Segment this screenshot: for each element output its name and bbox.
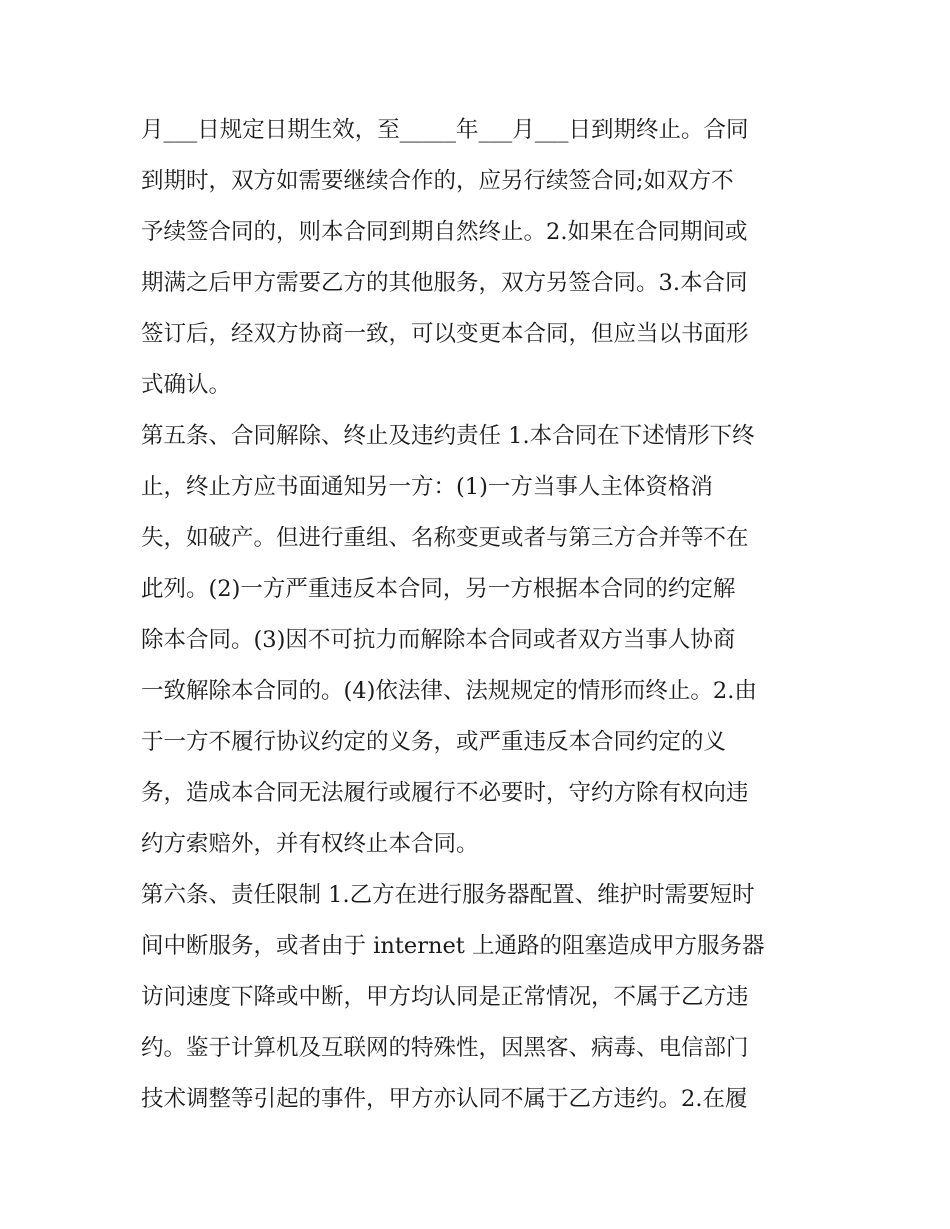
text-line: 予续签合同的，则本合同到期自然终止。2.如果在合同期间或 [141,219,748,245]
text-line: 访问速度下降或中断，甲方均认同是正常情况，不属于乙方违 [141,984,749,1010]
text-line: 止，终止方应书面通知另一方：(1)一方当事人主体资格消 [141,474,713,500]
text-line: 失，如破产。但进行重组、名称变更或者与第三方合并等不在 [141,525,749,551]
section-heading-line: 第五条、合同解除、终止及违约责任 1.本合同在下述情形下终 [141,423,755,449]
text-line: 到期时，双方如需要继续合作的，应另行续签合同;如双方不 [141,168,734,194]
text-line: 此列。(2)一方严重违反本合同，另一方根据本合同的约定解 [141,576,736,602]
text-line: 月___日规定日期生效，至_____年___月___日到期终止。合同 [141,117,749,143]
document-body [141,105,821,1125]
text-line: 除本合同。(3)因不可抗力而解除本合同或者双方当事人协商 [141,627,736,653]
text-line: 约方索赔外，并有权终止本合同。 [141,831,479,857]
text-line: 期满之后甲方需要乙方的其他服务，双方另签合同。3.本合同 [141,270,748,296]
text-line: 于一方不履行协议约定的义务，或严重违反本合同约定的义 [141,729,727,755]
text-line: 式确认。 [141,372,232,398]
section-heading-line: 第六条、责任限制 1.乙方在进行服务器配置、维护时需要短时 [141,882,755,908]
text-line: 间中断服务，或者由于 internet 上通路的阻塞造成甲方服务器 [141,933,765,959]
text-line: 签订后，经双方协商一致，可以变更本合同，但应当以书面形 [141,321,749,347]
text-line: 一致解除本合同的。(4)依法律、法规规定的情形而终止。2.由 [141,678,757,704]
text-line: 务，造成本合同无法履行或履行不必要时，守约方除有权向违 [141,780,749,806]
text-line: 约。鉴于计算机及互联网的特殊性，因黑客、病毒、电信部门 [141,1035,749,1061]
text-line: 技术调整等引起的事件，甲方亦认同不属于乙方违约。2.在履 [141,1086,748,1112]
